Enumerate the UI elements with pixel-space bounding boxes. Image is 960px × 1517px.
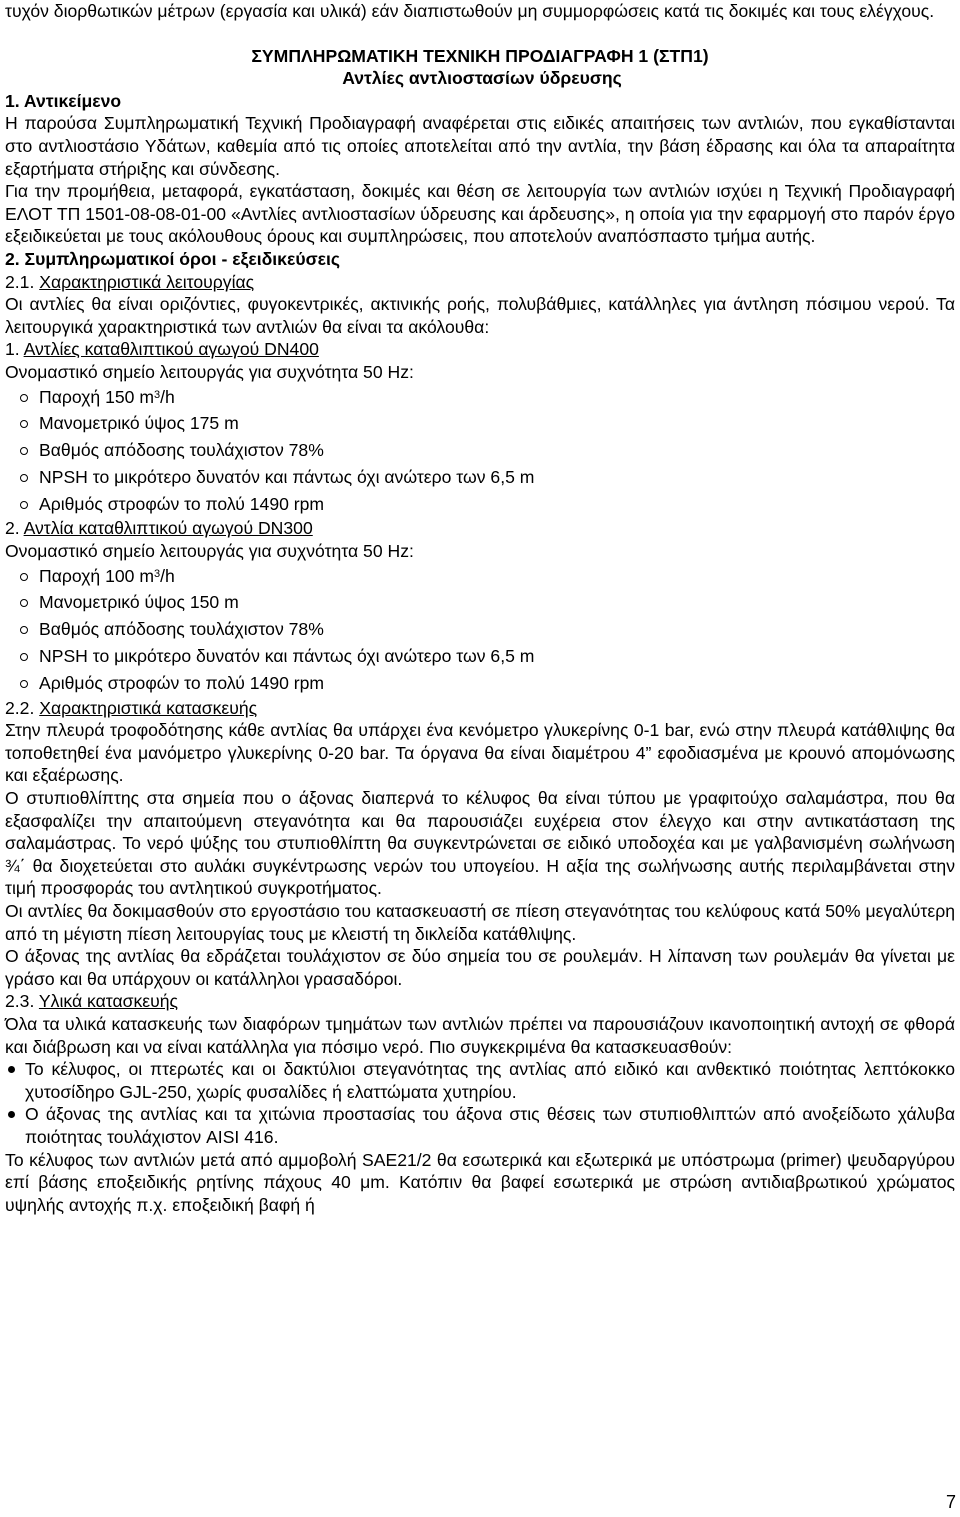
- pump-1-flow-sup: 3: [154, 388, 161, 401]
- section-2-2-paragraph-2: Ο στυπιοθλίπτης στα σημεία που ο άξονας διαπερνά το κέλυφος θα είναι τύπου με γραφιτούχο σαλαμάστρα, που θα εξασφαλίζει την απαιτούμενη στεγανότητα και θα παρουσιάζει ευχέρεια στον έλεγχο και στην αντικατάσταση της σαλαμάστρας. Το νερό ψύξης του στυπιοθλίπτη θα συγκεντρώνεται σε ειδικό υποδοχέα και με γαλβανισμένη σωλήνωση ¾΄ θα διοχετεύεται στο αυλάκι συγκέντρωσης νερών του υπογείου. Η αξία της σωλήνωσης αυτής περιλαμβάνεται στην τιμή προσφοράς του αντλητικού συγκροτήματος.: [5, 788, 955, 899]
- pump-2-head: Μανομετρικό ύψος 150 m: [5, 589, 955, 616]
- section-1-paragraph-2: Για την προμήθεια, μεταφορά, εγκατάσταση, δοκιμές και θέση σε λειτουργία των αντλιών ισχύει η Τεχνική Προδιαγραφή ΕΛΟΤ ΤΠ 1501-08-08-01-00 «Αντλίες αντλιοστασίων ύδρευσης και άρδευσης», η οποία για την εφαρμογή στο παρόν έργο εξειδικεύεται με τους ακόλουθους όρους και συμπληρώσεις, που αποτελούν αναπόσπαστο τμήμα αυτής.: [5, 181, 955, 247]
- section-2-1-number: 2.1.: [5, 271, 40, 292]
- pump-1-head: Μανομετρικό ύψος 175 m: [5, 410, 955, 437]
- pump-2-number: 2.: [5, 518, 24, 539]
- pump-2-heading: [5, 517, 955, 540]
- materials-list: [5, 1058, 955, 1148]
- document-page: [5, 0, 955, 1216]
- section-2-3-heading: [5, 990, 955, 1013]
- section-2-2-number: 2.2.: [5, 697, 40, 718]
- section-2-3-number: 2.3.: [5, 991, 39, 1012]
- pump-2-nominal-point: Ονομαστικό σημείο λειτουργάς για συχνότητα 50 Hz:: [5, 541, 414, 562]
- section-2-1-title: Χαρακτηριστικά λειτουργίας: [39, 271, 255, 292]
- pump-1-flow-unit: /h: [160, 386, 175, 407]
- section-2-2-title: Χαρακτηριστικά κατασκευής: [39, 697, 258, 718]
- intro-paragraph: τυχόν διορθωτικών μέτρων (εργασία και υλικά) εάν διαπιστωθούν μη συμμορφώσεις κατά τις δοκιμές και τους ελέγχους.: [5, 1, 935, 21]
- section-2-1-heading: [5, 271, 955, 294]
- pump-1-rpm: Αριθμός στροφών το πολύ 1490 rpm: [5, 491, 955, 518]
- pump-2-rpm: Αριθμός στροφών το πολύ 1490 rpm: [5, 670, 955, 697]
- materials-item-shaft: Ο άξονας της αντλίας και τα χιτώνια προστασίας του άξονα στις θέσεις των στυπιοθλιπτών από ανοξείδωτο χάλυβα ποιότητας τουλάχιστον AISI 416.: [5, 1103, 955, 1148]
- section-2-3-paragraph-1: Όλα τα υλικά κατασκευής των διαφόρων τμημάτων των αντλιών πρέπει να παρουσιάζουν ικανοποιητική αντοχή σε φθορά και διάβρωση και να είναι κατάλληλα για πόσιμο νερό. Πιο συγκεκριμένα θα κατασκευασθούν:: [5, 1013, 955, 1057]
- section-2-heading: 2. Συμπληρωματικοί όροι - εξειδικεύσεις: [5, 248, 340, 269]
- section-1-paragraph-1: Η παρούσα Συμπληρωματική Τεχνική Προδιαγραφή αναφέρεται στις ειδικές απαιτήσεις των αντλιών, που εγκαθίστανται στο αντλιοστάσιο Υδάτων, καθεμία από τις οποίες αποτελείται από την αντλία, την βάση έδρασης και όλα τα απαραίτητα εξαρτήματα στήριξης και σύνδεσης.: [5, 113, 955, 179]
- section-2-3-title: Υλικά κατασκευής: [38, 991, 179, 1012]
- pump-2-npsh: NPSH το μικρότερο δυνατόν και πάντως όχι ανώτερο των 6,5 m: [5, 643, 955, 670]
- pump-1-heading: [5, 338, 955, 361]
- pump-2-spec-list: [5, 563, 955, 697]
- pump-1-efficiency: Βαθμός απόδοσης τουλάχιστον 78%: [5, 437, 955, 464]
- pump-1-flow-text: Παροχή 150 m: [39, 386, 155, 407]
- pump-1-flow: [5, 384, 955, 411]
- pump-2-flow-unit: /h: [160, 565, 175, 586]
- pump-2-efficiency: Βαθμός απόδοσης τουλάχιστον 78%: [5, 616, 955, 643]
- pump-2-title: Αντλία καταθλιπτικού αγωγού DN300: [23, 518, 313, 539]
- pump-1-nominal-point: Ονομαστικό σημείο λειτουργάς για συχνότητα 50 Hz:: [5, 361, 414, 382]
- spec-title: ΣΥΜΠΛΗΡΩΜΑΤΙΚΗ ΤΕΧΝΙΚΗ ΠΡΟΔΙΑΓΡΑΦΗ 1 (ΣΤΠ1): [251, 45, 709, 66]
- pump-1-number: 1.: [5, 339, 24, 360]
- pump-2-flow-text: Παροχή 100 m: [39, 565, 155, 586]
- page-number: 7: [945, 1492, 956, 1512]
- pump-2-flow: [5, 563, 955, 590]
- section-2-2-paragraph-1: Στην πλευρά τροφοδότησης κάθε αντλίας θα υπάρχει ένα κενόμετρο γλυκερίνης 0-1 bar, ενώ στην πλευρά κατάθλιψης θα τοποθετηθεί ένα μανόμετρο γλυκερίνης 0-20 bar. Τα όργανα θα είναι διαμέτρου 4” εφοδιασμένα με κρουνό απομόνωσης και εξαέρωσης.: [5, 720, 955, 786]
- pump-2-flow-sup: 3: [154, 567, 161, 580]
- section-2-2-paragraph-3: Οι αντλίες θα δοκιμασθούν στο εργοστάσιο του κατασκευαστή σε πίεση στεγανότητας του κελύφους κατά 50% μεγαλύτερη από τη μέγιστη πίεση λειτουργίας τους με κλειστή τη δικλείδα κατάθλιψης.: [5, 901, 955, 944]
- pump-1-title: Αντλίες καταθλιπτικού αγωγού DN400: [23, 339, 319, 360]
- section-2-3-paragraph-2: Το κέλυφος των αντλιών μετά από αμμοβολή SAE21/2 θα εσωτερικά και εξωτερικά με υπόστρωμα (primer) ψευδαργύρου επί βάσης εποξειδικής ρητίνης πάχους 40 μm. Κατόπιν θα βαφεί εσωτερικά με στρώση αντιδιαβρωτικού χρώματος υψηλής αντοχής π.χ. εποξειδική βαφή ή: [5, 1149, 955, 1215]
- section-2-1-paragraph: Οι αντλίες θα είναι οριζόντιες, φυγοκεντρικές, ακτινικής ροής, πολυβάθμιες, κατάλληλες για άντληση πόσιμου νερού. Τα λειτουργικά χαρακτηριστικά των αντλιών θα είναι τα ακόλουθα:: [5, 294, 955, 337]
- pump-1-spec-list: [5, 384, 955, 518]
- spacer: [5, 23, 955, 45]
- materials-item-casing: Το κέλυφος, οι πτερωτές και οι δακτύλιοι στεγανότητας της αντλίας από ειδικό και ανθεκτικό ποιότητας λεπτόκοκκο χυτοσίδηρο GJL-250, χωρίς φυσαλίδες ή ελαττώματα χυτηρίου.: [5, 1058, 955, 1103]
- section-2-2-paragraph-4: Ο άξονας της αντλίας θα εδράζεται τουλάχιστον σε δύο σημεία του σε ρουλεμάν. Η λίπανση των ρουλεμάν θα γίνεται με γράσο και θα υπάρχουν οι κατάλληλοι γρασαδόροι.: [5, 946, 955, 989]
- pump-1-npsh: NPSH το μικρότερο δυνατόν και πάντως όχι ανώτερο των 6,5 m: [5, 464, 955, 491]
- section-1-heading: 1. Αντικείμενο: [5, 90, 122, 111]
- spec-subtitle: Αντλίες αντλιοστασίων ύδρευσης: [342, 68, 622, 89]
- section-2-2-heading: [5, 697, 955, 720]
